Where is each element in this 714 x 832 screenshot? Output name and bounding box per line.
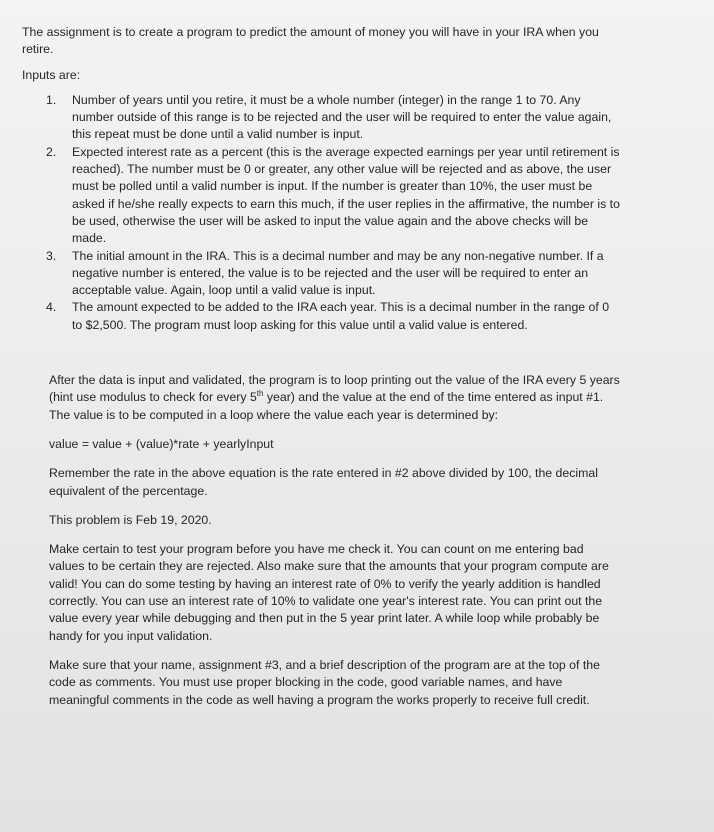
formula-line: value = value + (value)*rate + yearlyInput xyxy=(49,436,274,451)
list-item-text: The amount expected to be added to the IRA each year. This is a decimal number in the range of 0 to $2,500. The program must loop asking for this value until a valid value is entered. xyxy=(72,300,610,332)
list-item xyxy=(46,248,622,300)
list-item-number: 1. xyxy=(46,92,57,107)
output-description-paragraph xyxy=(49,372,622,424)
inputs-heading: Inputs are: xyxy=(22,67,81,82)
list-item-number: 4. xyxy=(46,300,57,315)
inputs-list xyxy=(22,92,622,334)
list-item-text: Number of years until you retire, it must be a whole number (integer) in the range 1 to 70. Any number outside of this range is to be rejected and the user will be required to enter the value again, this repeat must be done until a valid number is input. xyxy=(72,92,612,142)
list-item-number: 3. xyxy=(46,248,57,263)
remember-paragraph: Remember the rate in the above equation is the rate entered in #2 above divided by 100, the decimal equivalent of the percentage. xyxy=(49,466,598,498)
output-text-part2: year) and the value at the end of the time entered as input #1. The value is to be computed in a loop where the value each year is determined by: xyxy=(49,390,604,422)
list-item-text: Expected interest rate as a percent (this is the average expected earnings per year until retirement is reached). The number must be 0 or greater, any other value will be rejected and as above, the user must be polled until a valid number is input. If the number is greater than 10%, the user must be asked if he/she really expects to earn this much, if the user replies in the affirmative, the number is to be used, otherwise the user will be asked to input the value again and the above checks will be made. xyxy=(72,144,620,246)
intro-paragraph: The assignment is to create a program to predict the amount of money you will have in your IRA when you retire. xyxy=(22,25,599,57)
testing-paragraph: Make certain to test your program before you have me check it. You can count on me entering bad values to be certain they are rejected. Also make sure that the amounts that your program compute are valid! You can do some testing by having an interest rate of 0% to verify the yearly addition is handled correctly. You can use an interest rate of 10% to validate one year's interest rate. You can print out the value every year while debugging and then put in the 5 year print later. A while loop while probably be handy for you input validation. xyxy=(49,542,609,643)
output-text-part1: After the data is input and validated, the program is to loop printing out the value of the IRA every 5 years (hint use modulus to check for every 5 xyxy=(49,373,620,405)
date-line: This problem is Feb 19, 2020. xyxy=(49,512,212,527)
ordinal-suffix: th xyxy=(256,389,264,399)
list-item-number: 2. xyxy=(46,144,57,159)
body-section xyxy=(22,372,622,709)
list-item xyxy=(46,92,622,144)
list-item xyxy=(46,299,622,334)
list-item-text: The initial amount in the IRA. This is a decimal number and may be any non-negative number. If a negative number is entered, the value is to be rejected and the user will be required to enter an acceptable value. Again, loop until a valid value is input. xyxy=(72,248,604,298)
closing-paragraph: Make sure that your name, assignment #3, and a brief description of the program are at the top of the code as comments. You must use proper blocking in the code, good variable names, and have meaningful comments in the code as well having a program the works properly to receive full credit. xyxy=(49,657,600,707)
list-item xyxy=(46,144,622,248)
